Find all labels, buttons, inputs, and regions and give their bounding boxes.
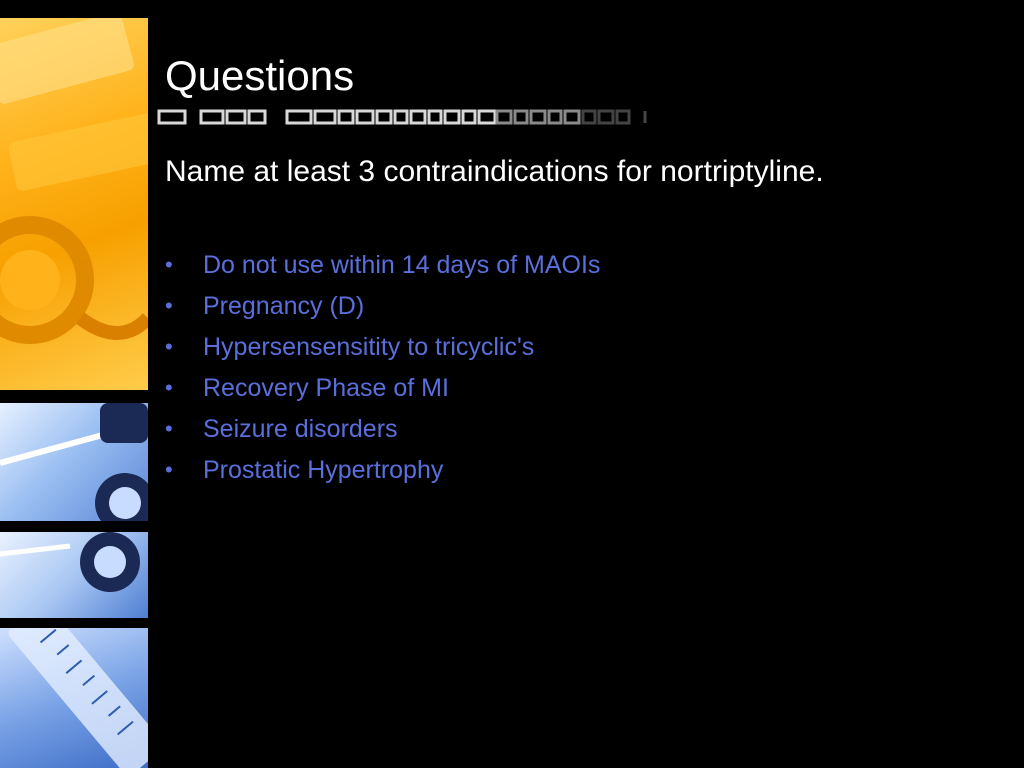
bullet-text: Pregnancy (D) <box>203 292 365 320</box>
bullet-text: Hypersensensitity to tricyclic's <box>203 333 535 361</box>
bullet-text: Seizure disorders <box>203 415 398 443</box>
magnifier-image <box>0 532 148 618</box>
bullet-text: Recovery Phase of MI <box>203 374 449 402</box>
bullet-icon: • <box>165 457 173 482</box>
bullet-text: Prostatic Hypertrophy <box>203 456 444 484</box>
syringe-image <box>0 628 148 768</box>
stethoscope-image <box>0 18 148 390</box>
screwdriver-image <box>0 403 148 521</box>
title-divider-pattern <box>157 108 667 126</box>
bullet-icon: • <box>165 416 173 441</box>
bullet-icon: • <box>165 334 173 359</box>
question-text: Name at least 3 contraindications for nortriptyline. <box>165 155 824 188</box>
bullet-icon: • <box>165 293 173 318</box>
bullet-icon: • <box>165 375 173 400</box>
bullet-icon: • <box>165 252 173 277</box>
bullet-text: Do not use within 14 days of MAOIs <box>203 251 601 279</box>
left-image-strip <box>0 18 150 768</box>
slide-title: Questions <box>165 52 355 99</box>
